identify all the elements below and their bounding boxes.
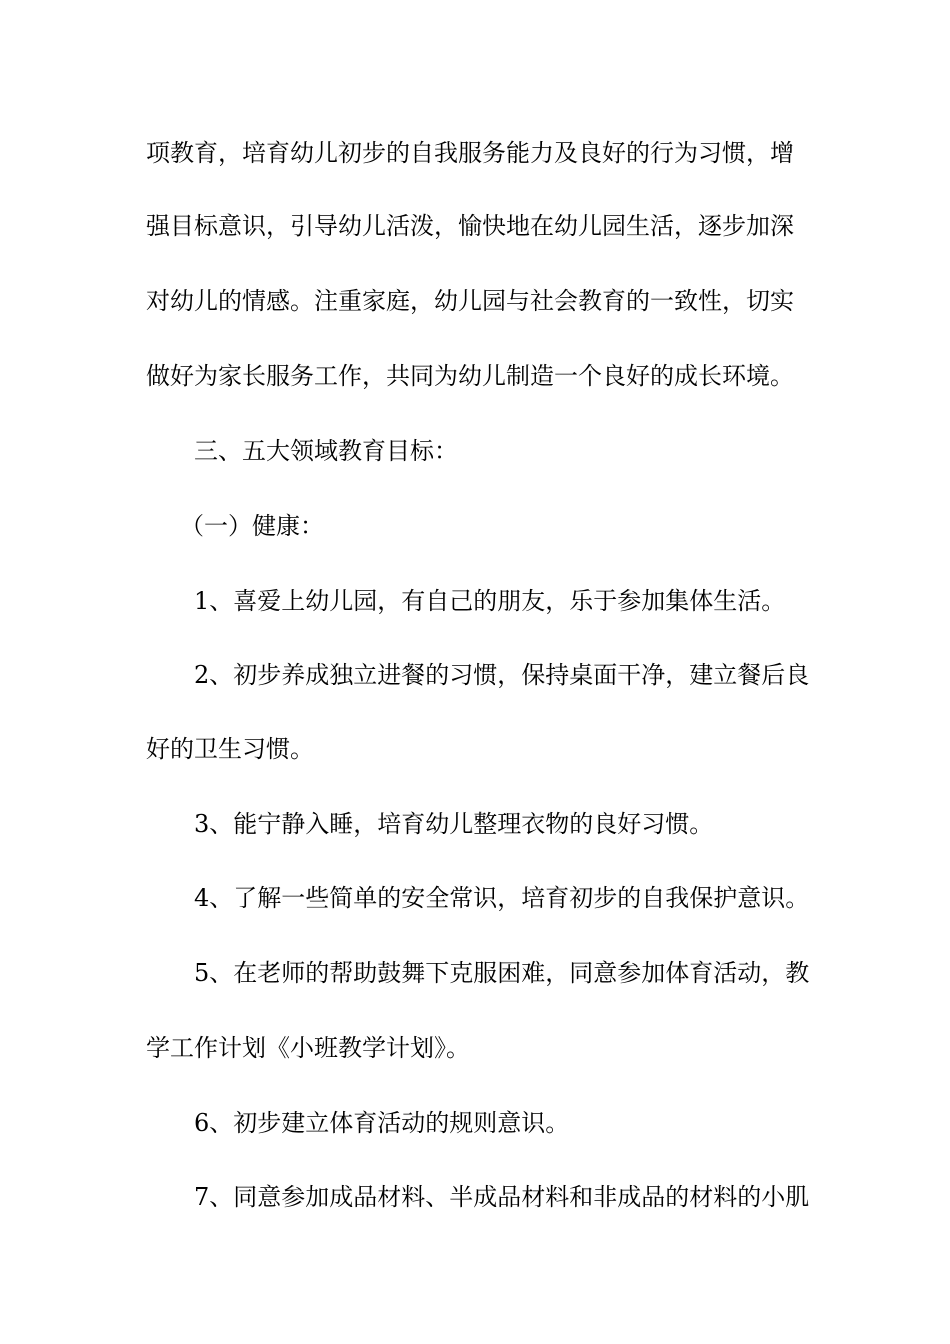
paragraph-line: 强目标意识，引导幼儿活泼，愉快地在幼儿园生活，逐步加深 bbox=[146, 212, 794, 240]
list-item-continuation: 学工作计划《小班教学计划》。 bbox=[146, 1034, 470, 1062]
list-item: 1、喜爱上幼儿园，有自己的朋友，乐于参加集体生活。 bbox=[194, 587, 786, 615]
list-item: 3、能宁静入睡，培育幼儿整理衣物的良好习惯。 bbox=[194, 810, 714, 838]
paragraph-line: 做好为家长服务工作，共同为幼儿制造一个良好的成长环境。 bbox=[146, 362, 794, 390]
list-item: 7、同意参加成品材料、半成品材料和非成品的材料的小肌 bbox=[194, 1183, 810, 1211]
section-heading: 三、五大领域教育目标： bbox=[194, 437, 458, 465]
list-item: 2、初步养成独立进餐的习惯，保持桌面干净，建立餐后良 bbox=[194, 661, 810, 689]
list-item: 6、初步建立体育活动的规则意识。 bbox=[194, 1109, 570, 1137]
subsection-heading: （一）健康： bbox=[180, 512, 324, 540]
paragraph-line: 项教育，培育幼儿初步的自我服务能力及良好的行为习惯，增 bbox=[146, 139, 794, 167]
paragraph-line: 对幼儿的情感。注重家庭，幼儿园与社会教育的一致性，切实 bbox=[146, 287, 794, 315]
list-item-continuation: 好的卫生习惯。 bbox=[146, 735, 314, 763]
list-item: 4、了解一些简单的安全常识，培育初步的自我保护意识。 bbox=[194, 884, 810, 912]
list-item: 5、在老师的帮助鼓舞下克服困难，同意参加体育活动，教 bbox=[194, 959, 810, 987]
